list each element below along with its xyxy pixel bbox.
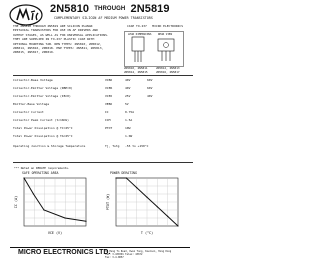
param-cell: Operating Junction & Storage Temperature bbox=[13, 144, 86, 148]
ratings-col1-header: 2N5810, 2N5811 bbox=[124, 66, 148, 70]
table-row bbox=[13, 78, 193, 83]
y-axis-label: PTOT (W) bbox=[106, 193, 110, 211]
description-line: OUTPUT STAGES, AS WELL AS FOR UNIVERSAL APPLICATIONS. bbox=[13, 32, 109, 37]
x-axis-label: T (°C) bbox=[140, 231, 154, 235]
table-row bbox=[13, 118, 193, 123]
data-point bbox=[157, 206, 158, 207]
value-cell: 1.5A bbox=[125, 118, 133, 122]
page-title bbox=[50, 3, 170, 15]
title-through: THROUGH bbox=[94, 6, 126, 13]
title-start: 2N5810 bbox=[50, 3, 90, 15]
case-header-left: CASE TO-237 bbox=[127, 24, 147, 28]
description-line: 2N5814, 2N5816, 2N5818. PNP TYPES: 2N5811, 2N5813, bbox=[13, 46, 104, 51]
address-line: 38 Hung To Road, Kwun Tong, Kowloon, Hong Kong bbox=[105, 250, 172, 253]
chart-derating bbox=[106, 172, 184, 238]
case-label-a: LEAD DIMENSIONS bbox=[128, 33, 152, 36]
case-drawing bbox=[124, 31, 184, 67]
table-row bbox=[13, 144, 193, 149]
value-cell: 40V bbox=[125, 78, 131, 82]
x-axis-label: VCE (V) bbox=[47, 231, 63, 235]
value-cell: -55 to +150°C bbox=[125, 144, 149, 148]
symbol-cell: VCEO bbox=[105, 94, 113, 98]
data-point bbox=[115, 177, 116, 178]
symbol-cell: VCBO bbox=[105, 78, 113, 82]
table-row bbox=[13, 134, 193, 139]
description-line: THE 2N5810 THROUGH 2N5819 ARE SILICON PLANAR bbox=[13, 24, 93, 28]
ratings-col1b-header: 2N5814, 2N5815 bbox=[124, 70, 148, 74]
data-point bbox=[23, 177, 24, 178]
param-cell: Emitter-Base Voltage bbox=[13, 102, 50, 106]
table-top-rule bbox=[13, 75, 193, 76]
description-line: THEY ARE SUPPLIED IN TO-237 PLASTIC CASE WITH bbox=[13, 37, 95, 42]
description-line: OPTIONAL MOUNTING TAB. NPN TYPES: 2N5810, 2N5812, bbox=[13, 41, 102, 46]
table-row bbox=[13, 110, 193, 115]
table-bottom-rule bbox=[13, 162, 193, 163]
symbol-cell: ICM bbox=[105, 118, 111, 122]
param-cell: Collector Peak Current (t<10mS) bbox=[13, 118, 69, 122]
data-point bbox=[33, 193, 34, 194]
symbol-cell: VEBO bbox=[105, 102, 113, 106]
case-header bbox=[127, 24, 183, 28]
value-cell: 1.0W bbox=[125, 134, 133, 138]
symbol-cell: Tj, Tstg bbox=[105, 144, 120, 148]
value-cell: 40V bbox=[147, 94, 153, 98]
data-point bbox=[177, 225, 178, 226]
ratings-col2b-header: 2N5816, 2N5817 bbox=[156, 70, 180, 74]
data-point bbox=[43, 209, 44, 210]
param-cell: Collector-Emitter Voltage (IB=0) bbox=[13, 94, 71, 98]
title-end: 2N5819 bbox=[130, 3, 170, 15]
param-cell: Collector-Base Voltage bbox=[13, 78, 53, 82]
chart-title-soa: SAFE OPERATING AREA bbox=[22, 171, 59, 175]
table-row bbox=[13, 126, 193, 131]
company-logo bbox=[9, 4, 43, 26]
description-line: 2N5815, 2N5817, 2N5819. bbox=[13, 50, 55, 55]
footnote: *** Noted on DERATE requirements. bbox=[14, 166, 70, 170]
ratings-col2-header: 2N5812, 2N5813 bbox=[156, 66, 180, 70]
data-point bbox=[126, 177, 127, 178]
description-block bbox=[13, 24, 111, 55]
symbol-cell: PTOT bbox=[105, 126, 113, 130]
param-cell: Collector Current bbox=[13, 110, 44, 114]
y-axis-label: IC (A) bbox=[14, 195, 18, 209]
chart-title-derating: POWER DERATING bbox=[110, 171, 137, 175]
param-cell: Total Power Dissipation @ TC=25°C bbox=[13, 126, 73, 130]
data-point bbox=[146, 197, 147, 198]
value-cell: 0.75A bbox=[125, 110, 135, 114]
case-header-right: MICRO ELECTRONICS bbox=[152, 24, 184, 28]
chart-soa bbox=[14, 172, 92, 238]
company-name: MICRO ELECTRONICS LTD. bbox=[18, 249, 111, 256]
table-row bbox=[13, 94, 193, 99]
value-cell: 60V bbox=[147, 78, 153, 82]
value-cell: 5V bbox=[125, 102, 129, 106]
data-point bbox=[136, 187, 137, 188]
value-cell: 10W bbox=[125, 126, 131, 130]
table-row bbox=[13, 102, 193, 107]
address-line: Fax: 3-4-0857 bbox=[105, 256, 124, 259]
symbol-cell: VCER bbox=[105, 86, 113, 90]
case-label-b: REAR VIEW bbox=[158, 33, 173, 36]
data-point bbox=[167, 216, 168, 217]
symbol-cell: IC bbox=[105, 110, 109, 114]
footer-rule bbox=[10, 247, 190, 248]
value-cell: 40V bbox=[125, 86, 131, 90]
company-address bbox=[105, 250, 171, 259]
address-line: Tel: 3-430391 Telex: 43672 bbox=[105, 253, 143, 256]
description-line: EPITAXIAL TRANSISTORS FOR USE IN AF DRIVERS AND bbox=[13, 28, 98, 33]
table-row bbox=[13, 86, 193, 91]
param-cell: Total Power Dissipation @ TA=25°C bbox=[13, 134, 73, 138]
data-point bbox=[85, 221, 86, 222]
param-cell: Collector-Emitter Voltage (RBE=0) bbox=[13, 86, 73, 90]
data-point bbox=[64, 217, 65, 218]
page-subtitle: COMPLEMENTARY SILICON AF MEDIUM POWER TRANSISTORS bbox=[54, 16, 153, 20]
value-cell: 25V bbox=[125, 94, 131, 98]
value-cell: 60V bbox=[147, 86, 153, 90]
